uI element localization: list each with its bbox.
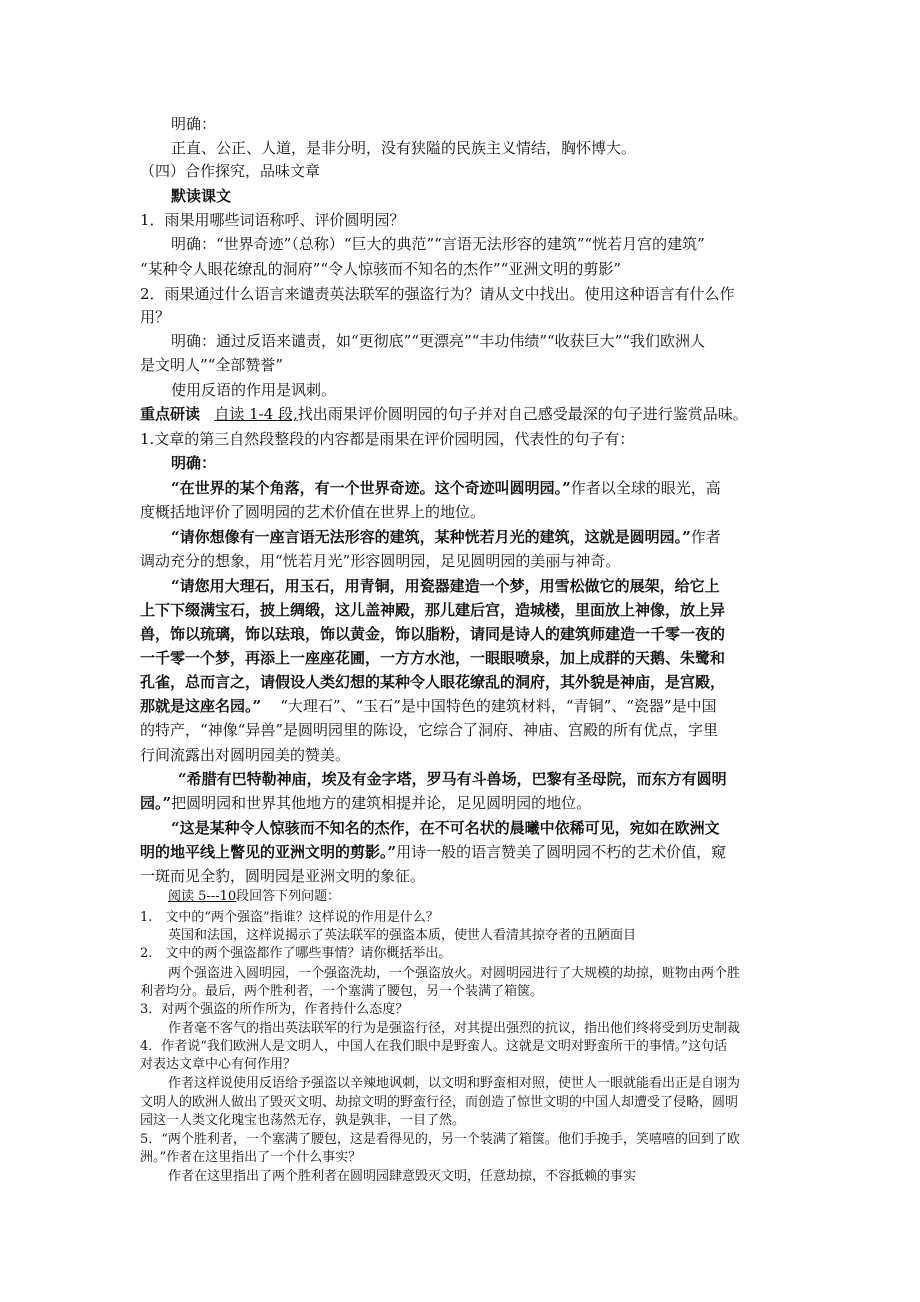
quote-line bbox=[140, 793, 591, 813]
reading-range: 阅读 5---10 bbox=[168, 889, 237, 904]
quote-comment: 作者 bbox=[690, 528, 721, 546]
question: 4．作者说“我们欧洲人是文明人，中国人在我们眼中是野蛮人。这就是文明对野蛮所干的事情。”这句话 bbox=[140, 1039, 728, 1054]
quote-comment: 把圆明园和世界其他地方的建筑相提并论，足见圆明园的地位。 bbox=[171, 794, 592, 812]
question: 对表达文章中心有何作用？ bbox=[140, 1057, 297, 1072]
quote-bold: 上下下缀满宝石，披上绸缎，这儿盖神殿，那儿建后宫，造城楼，里面放上神像，放上异 bbox=[140, 601, 726, 619]
question: 1. 文中的“两个强盗”指谁？这样说的作用是什么？ bbox=[140, 910, 439, 925]
quote-bold: “请你想像有一座言语无法形容的建筑，某种恍若月光的建筑，这就是圆明园。” bbox=[171, 528, 691, 546]
answer-text: 英国和法国，这样说揭示了英法联军的强盗本质，使世人看清其掠夺者的丑陋面目 bbox=[168, 928, 637, 943]
reading-task: 段回答下列问题： bbox=[236, 889, 341, 904]
quote-bold: 那就是这座名园。” bbox=[140, 697, 262, 715]
answer-text: 正直、公正、人道，是非分明，没有狭隘的民族主义情结，胸怀博大。 bbox=[171, 139, 637, 157]
question: 用？ bbox=[140, 308, 171, 326]
quote-comment: 一斑而见全豹，圆明园是亚洲文明的象征。 bbox=[140, 867, 426, 885]
quote-comment: “大理石”、“玉石”是中国特色的建筑材料，“青铜”、“瓷器”是中国 bbox=[280, 697, 717, 715]
answer-label: 明确： bbox=[171, 115, 217, 133]
key-reading-range: 自读 1-4 段, bbox=[214, 405, 298, 423]
quote-comment: 作者以全球的眼光，高 bbox=[570, 479, 721, 497]
key-reading-task: 找出雨果评价圆明园的句子并对自己感受最深的句子进行鉴赏品味。 bbox=[297, 405, 748, 423]
quote-comment: 行间流露出对圆明园美的赞美。 bbox=[140, 746, 351, 764]
answer-text: 园这一人类文化瑰宝也荡然无存，孰是孰非，一目了然。 bbox=[140, 1113, 466, 1128]
quote-bold: 兽，饰以琉璃，饰以珐琅，饰以黄金，饰以脂粉，请同是诗人的建筑师建造一千零一夜的 bbox=[140, 625, 726, 643]
answer-text: 作者在这里指出了两个胜利者在圆明园肆意毁灭文明，任意劫掠，不容抵赖的事实 bbox=[168, 1169, 637, 1184]
quote-bold: 孔雀，总而言之，请假设人类幻想的某种令人眼花缭乱的洞府，其外貌是神庙，是宫殿， bbox=[140, 673, 726, 691]
question: 5．“两个胜利者，一个塞满了腰包，这是看得见的，另一个装满了箱箧。他们手挽手，笑嘻嘻的回到了欧 bbox=[140, 1132, 740, 1147]
quote-comment: 调动充分的想象，用“恍若月光”形容圆明园，足见圆明园的美丽与神奇。 bbox=[140, 552, 621, 570]
reading-instruction bbox=[168, 888, 340, 906]
question: 3．对两个强盗的所作所为，作者持什么态度？ bbox=[140, 1002, 409, 1017]
answer-text: 是文明人”“全部赞誉” bbox=[140, 356, 284, 374]
question: 洲。”作者在这里指出了一个什么事实？ bbox=[140, 1150, 362, 1165]
quote-bold: “希腊有巴特勒神庙，埃及有金字塔，罗马有斗兽场，巴黎有圣母院，而东方有圆明 bbox=[178, 770, 727, 788]
answer-label: 明确： bbox=[171, 454, 217, 472]
answer-text: “某种令人眼花缭乱的洞府”“令人惊骇而不知名的杰作”“亚洲文明的剪影” bbox=[140, 260, 622, 278]
answer-text: 使用反语的作用是讽刺。 bbox=[171, 381, 337, 399]
quote-comment: 用诗一般的语言赞美了圆明园不朽的艺术价值，窥 bbox=[396, 843, 727, 861]
quote-line bbox=[140, 842, 726, 862]
answer-text: 作者毫不客气的指出英法联军的行为是强盗行径，对其提出强烈的抗议，指出他们终将受到历史制裁 bbox=[168, 1021, 741, 1036]
answer-text: 文明人的欧洲人做出了毁灭文明、劫掠文明的野蛮行径，而创造了惊世文明的中国人却遭受了侵略，圆明 bbox=[140, 1095, 739, 1110]
answer-text: 作者这样说使用反语给予强盗以辛辣地讽刺，以文明和野蛮相对照，使世人一眼就能看出正是自诩为 bbox=[168, 1076, 741, 1091]
section-heading: （四）合作探究，品味文章 bbox=[140, 162, 321, 180]
quote-bold: 园。” bbox=[140, 794, 172, 812]
quote-line bbox=[171, 478, 721, 498]
answer-text: 明确：通过反语来谴责，如“更彻底”“更漂亮”“丰功伟绩”“收获巨大”“我们欧洲人 bbox=[171, 332, 706, 350]
paragraph: 1.文章的第三自然段整段的内容都是雨果在评价园明园，代表性的句子有： bbox=[140, 430, 635, 448]
key-reading-line bbox=[140, 404, 748, 424]
quote-line bbox=[140, 696, 717, 716]
quote-bold: “请您用大理石，用玉石，用青铜，用瓷器建造一个梦，用雪松做它的展架，给它上 bbox=[171, 577, 720, 595]
quote-comment: 的特产，“神像“异兽”是圆明园里的陈设，它综合了洞府、神庙、宫殿的所有优点，字里 bbox=[140, 721, 719, 739]
question: 1．雨果用哪些词语称呼、评价圆明园？ bbox=[140, 211, 405, 229]
subheading: 默读课文 bbox=[171, 187, 232, 205]
question: 2. 文中的两个强盗都作了哪些事情？请你概括举出。 bbox=[140, 946, 452, 961]
answer-text: 两个强盗进入圆明园，一个强盗洗劫，一个强盗放火。对圆明园进行了大规模的劫掠，赃物由两个胜 bbox=[168, 966, 741, 981]
quote-bold: “在世界的某个角落，有一个世界奇迹。这个奇迹叫圆明园。” bbox=[171, 479, 571, 497]
answer-text: 明确：“世界奇迹”（总称）“巨大的典范”“言语无法形容的建筑”“恍若月宫的建筑” bbox=[171, 235, 705, 253]
quote-bold: 明的地平线上瞥见的亚洲文明的剪影。” bbox=[140, 843, 397, 861]
key-reading-label: 重点研读 bbox=[140, 405, 201, 423]
quote-line bbox=[171, 527, 721, 547]
quote-bold: “这是某种令人惊骇而不知名的杰作，在不可名状的晨曦中依稀可见，宛如在欧洲文 bbox=[171, 819, 720, 837]
quote-bold: 一千零一个梦，再添上一座座花圃，一方方水池，一眼眼喷泉，加上成群的天鹅、朱鹭和 bbox=[140, 649, 726, 667]
quote-comment: 度概括地评价了圆明园的艺术价值在世界上的地位。 bbox=[140, 503, 486, 521]
answer-text: 利者均分。最后，两个胜利者，一个塞满了腰包，另一个装满了箱箧。 bbox=[140, 984, 544, 999]
question: 2．雨果通过什么语言来谴责英法联军的强盗行为？请从文中找出。使用这种语言有什么作 bbox=[140, 285, 735, 303]
